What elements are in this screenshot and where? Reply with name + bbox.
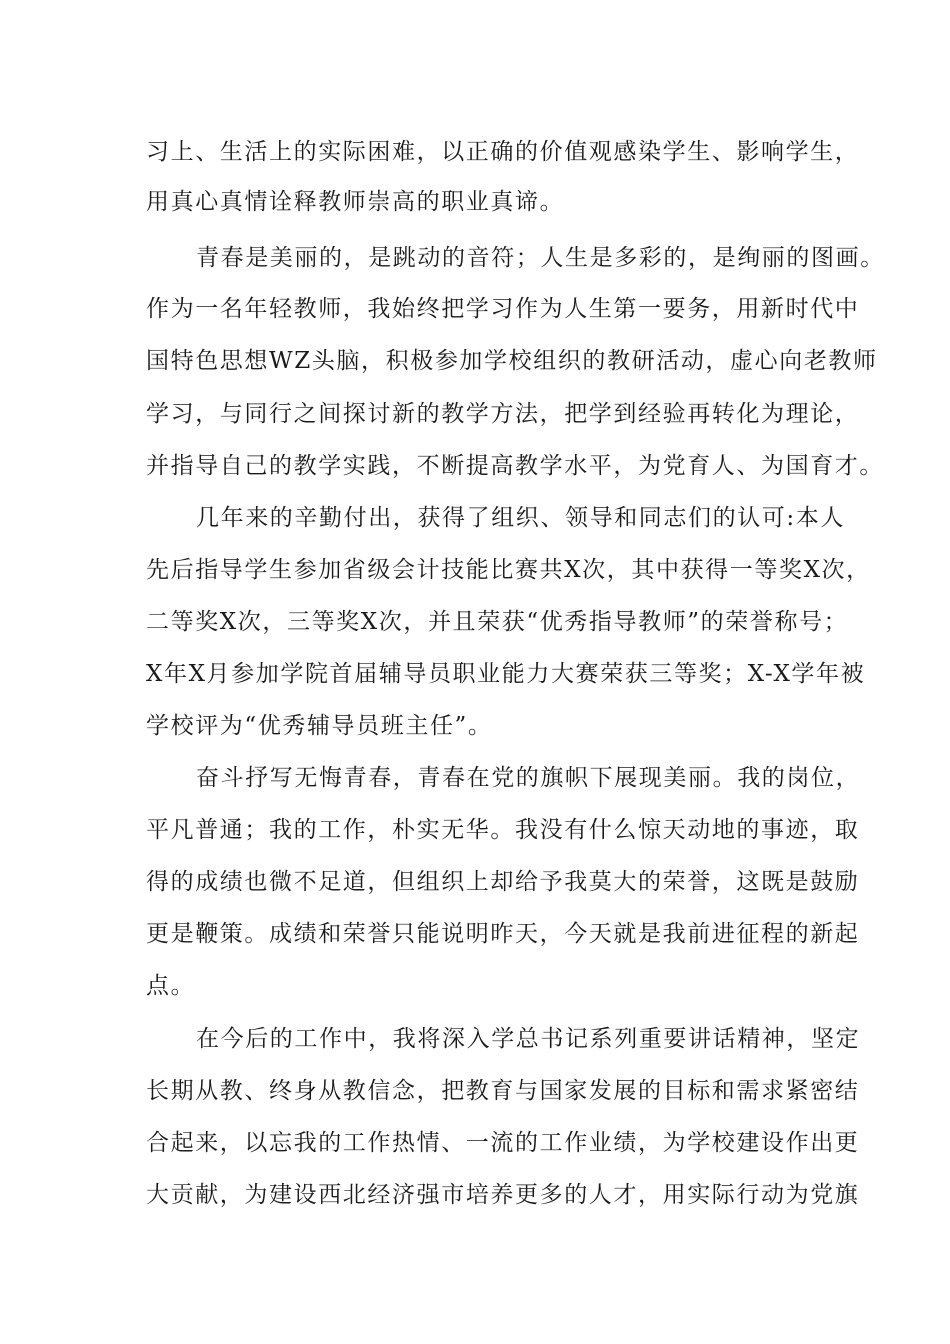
text-line: 用真心真情诠释教师崇高的职业真谛。 [146, 189, 565, 215]
paragraph-first-line: 在今后的工作中，我将深入学总书记系列重要讲话精神，坚定 [196, 1026, 861, 1052]
text-line: 更是鞭策。成绩和荣誉只能说明昨天，今天就是我前进征程的新起 [146, 921, 860, 947]
text-line: 先后指导学生参加省级会计技能比赛共X次，其中获得一等奖X次， [146, 557, 871, 583]
paragraph-first-line: 奋斗抒写无悔青春，青春在党的旗帜下展现美丽。我的岗位， [196, 765, 861, 791]
text-line: 并指导自己的教学实践，不断提高教学水平，为党育人、为国育才。 [146, 453, 884, 479]
paragraph-first-line: 几年来的辛勤付出，获得了组织、领导和同志们的认可:本人 [196, 505, 845, 531]
text-line: 国特色思想WZ头脑，积极参加学校组织的教研活动，虚心向老教师 [146, 348, 878, 374]
text-line: 作为一名年轻教师，我始终把学习作为人生第一要务，用新时代中 [146, 296, 860, 322]
text-line: 学习，与同行之间探讨新的教学方法，把学到经验再转化为理论， [146, 401, 860, 427]
paragraph-first-line: 青春是美丽的，是跳动的音符；人生是多彩的，是绚丽的图画。 [196, 245, 885, 271]
text-line: 点。 [146, 973, 196, 999]
text-line: 长期从教、终身从教信念，把教育与国家发展的目标和需求紧密结 [146, 1078, 860, 1104]
text-line: 习上、生活上的实际困难，以正确的价值观感染学生、影响学生， [146, 139, 860, 165]
text-line: 得的成绩也微不足道，但组织上却给予我莫大的荣誉，这既是鼓励 [146, 869, 860, 895]
text-line: 平凡普通；我的工作，朴实无华。我没有什么惊天动地的事迹，取 [146, 817, 860, 843]
text-line: 大贡献，为建设西北经济强市培养更多的人才，用实际行动为党旗 [146, 1182, 860, 1208]
text-line: X年X月参加学院首届辅导员职业能力大赛荣获三等奖；X-X学年被 [146, 661, 866, 687]
text-line: 合起来，以忘我的工作热情、一流的工作业绩，为学校建设作出更 [146, 1130, 860, 1156]
text-line: 学校评为“优秀辅导员班主任”。 [146, 713, 493, 739]
text-line: 二等奖X次，三等奖X次，并且荣获“优秀指导教师”的荣誉称号； [146, 609, 849, 635]
